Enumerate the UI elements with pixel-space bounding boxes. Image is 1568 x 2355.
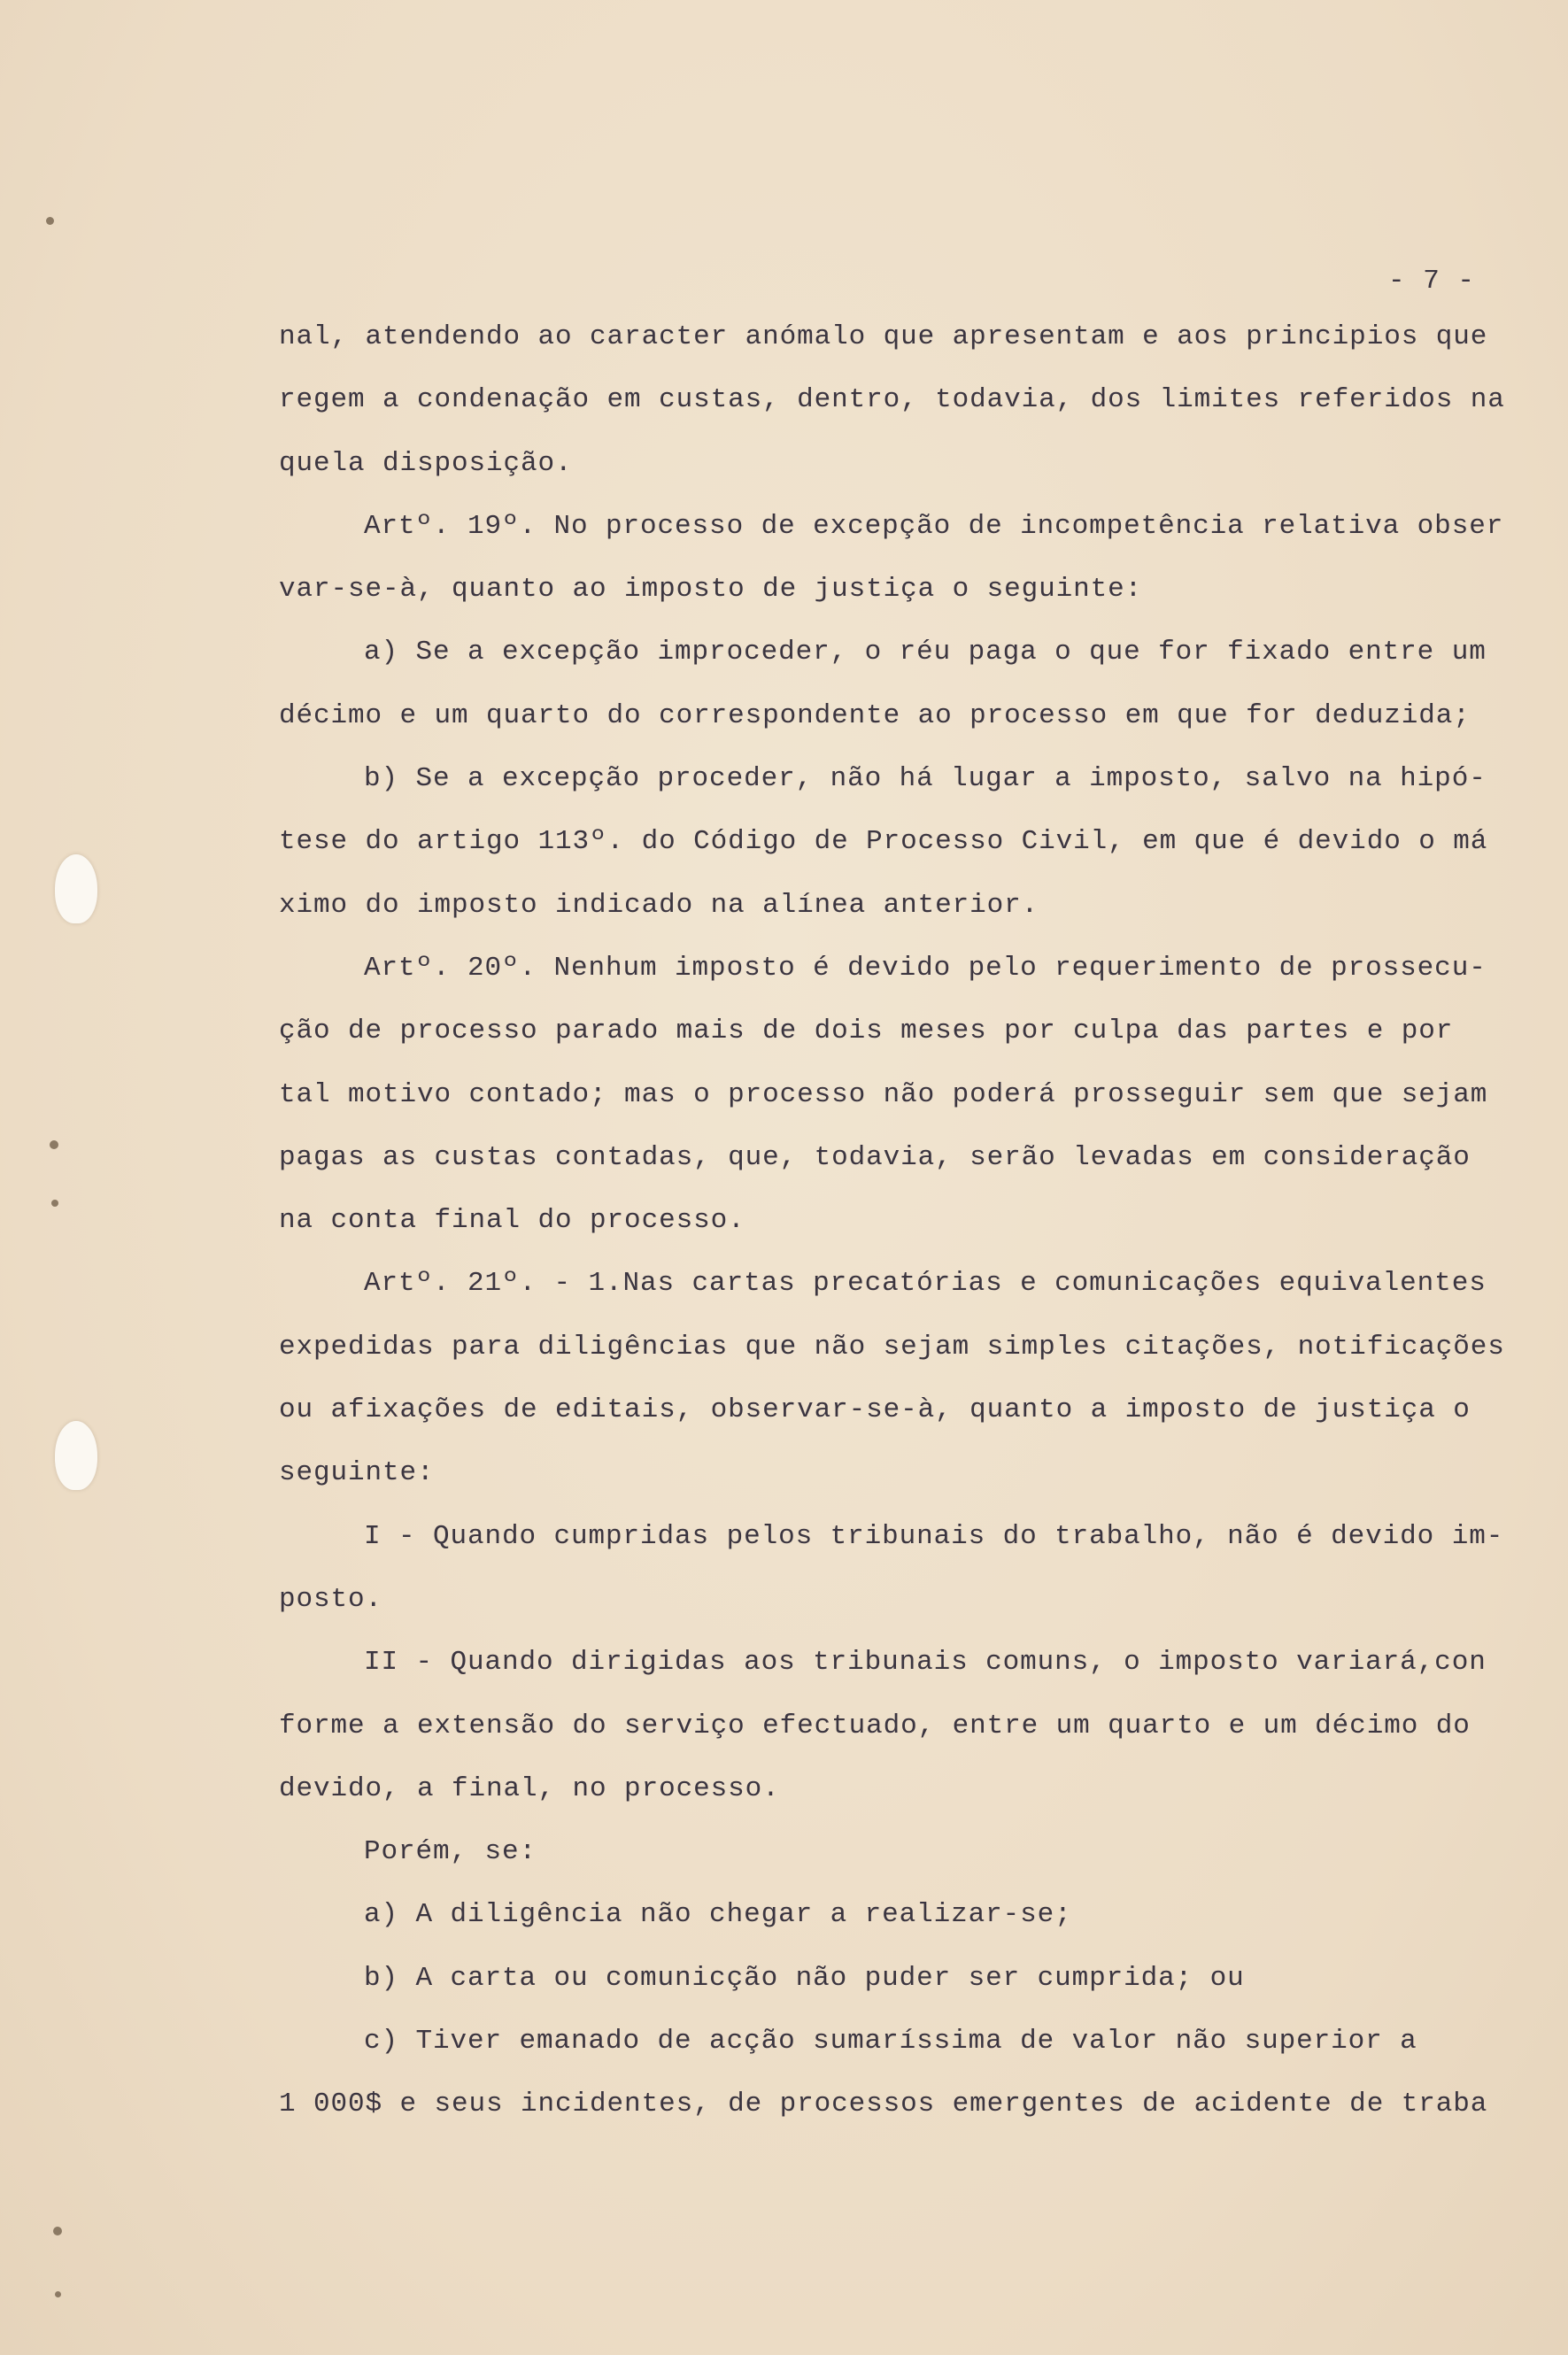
text-line: devido, a final, no processo.	[279, 1772, 780, 1804]
body-text	[279, 305, 1518, 2136]
punch-hole-bottom	[55, 1421, 97, 1490]
text-line: ção de processo parado mais de dois meses por culpa das partes e por	[279, 1015, 1454, 1047]
text-line: a) A diligência não chegar a realizar-se;	[364, 1899, 1072, 1931]
text-line: pagas as custas contadas, que, todavia, serão levadas em consideração	[279, 1141, 1471, 1173]
text-line: Artº. 21º. - 1.Nas cartas precatórias e comunicações equivalentes	[364, 1268, 1487, 1300]
paper-speck	[50, 1140, 58, 1149]
text-line: b) Se a excepção proceder, não há lugar a imposto, salvo na hipó-	[364, 763, 1487, 795]
text-line: ou afixações de editais, observar-se-à, quanto a imposto de justiça o	[279, 1394, 1471, 1426]
paper-speck	[46, 217, 54, 225]
paper-speck	[53, 2227, 62, 2235]
paper-speck	[51, 1200, 58, 1207]
text-line: Artº. 20º. Nenhum imposto é devido pelo requerimento de prossecu-	[364, 952, 1487, 984]
text-line: I - Quando cumpridas pelos tribunais do trabalho, não é devido im-	[364, 1520, 1504, 1552]
text-line: posto.	[279, 1583, 383, 1615]
text-line: nal, atendendo ao caracter anómalo que apresentam e aos principios que	[279, 321, 1488, 352]
page-number: - 7 -	[1388, 266, 1476, 297]
text-line: quela disposição.	[279, 447, 573, 479]
text-line: seguinte:	[279, 1457, 435, 1489]
text-line: var-se-à, quanto ao imposto de justiça o seguinte:	[279, 574, 1143, 606]
text-line: 1 000$ e seus incidentes, de processos emergentes de acidente de traba	[279, 2089, 1488, 2120]
punch-hole-top	[55, 854, 97, 923]
text-line: II - Quando dirigidas aos tribunais comuns, o imposto variará,con	[364, 1647, 1487, 1679]
text-line: ximo do imposto indicado na alínea anterior.	[279, 889, 1039, 921]
text-line: na conta final do processo.	[279, 1205, 745, 1237]
text-line: Porém, se:	[364, 1836, 537, 1868]
paper-speck	[55, 2291, 61, 2297]
text-line: tese do artigo 113º. do Código de Processo Civil, em que é devido o má	[279, 826, 1488, 858]
text-line: Artº. 19º. No processo de excepção de incompetência relativa obser	[364, 510, 1504, 542]
text-line: tal motivo contado; mas o processo não poderá prosseguir sem que sejam	[279, 1078, 1488, 1110]
text-line: c) Tiver emanado de acção sumaríssima de valor não superior a	[364, 2026, 1417, 2058]
text-line: a) Se a excepção improceder, o réu paga o que for fixado entre um	[364, 637, 1487, 668]
text-line: regem a condenação em custas, dentro, todavia, dos limites referidos na	[279, 384, 1505, 416]
text-line: décimo e um quarto do correspondente ao processo em que for deduzida;	[279, 699, 1471, 731]
text-line: forme a extensão do serviço efectuado, entre um quarto e um décimo do	[279, 1710, 1471, 1741]
text-line: b) A carta ou comunicção não puder ser cumprida; ou	[364, 1962, 1245, 1994]
text-line: expedidas para diligências que não sejam simples citações, notificações	[279, 1331, 1505, 1363]
